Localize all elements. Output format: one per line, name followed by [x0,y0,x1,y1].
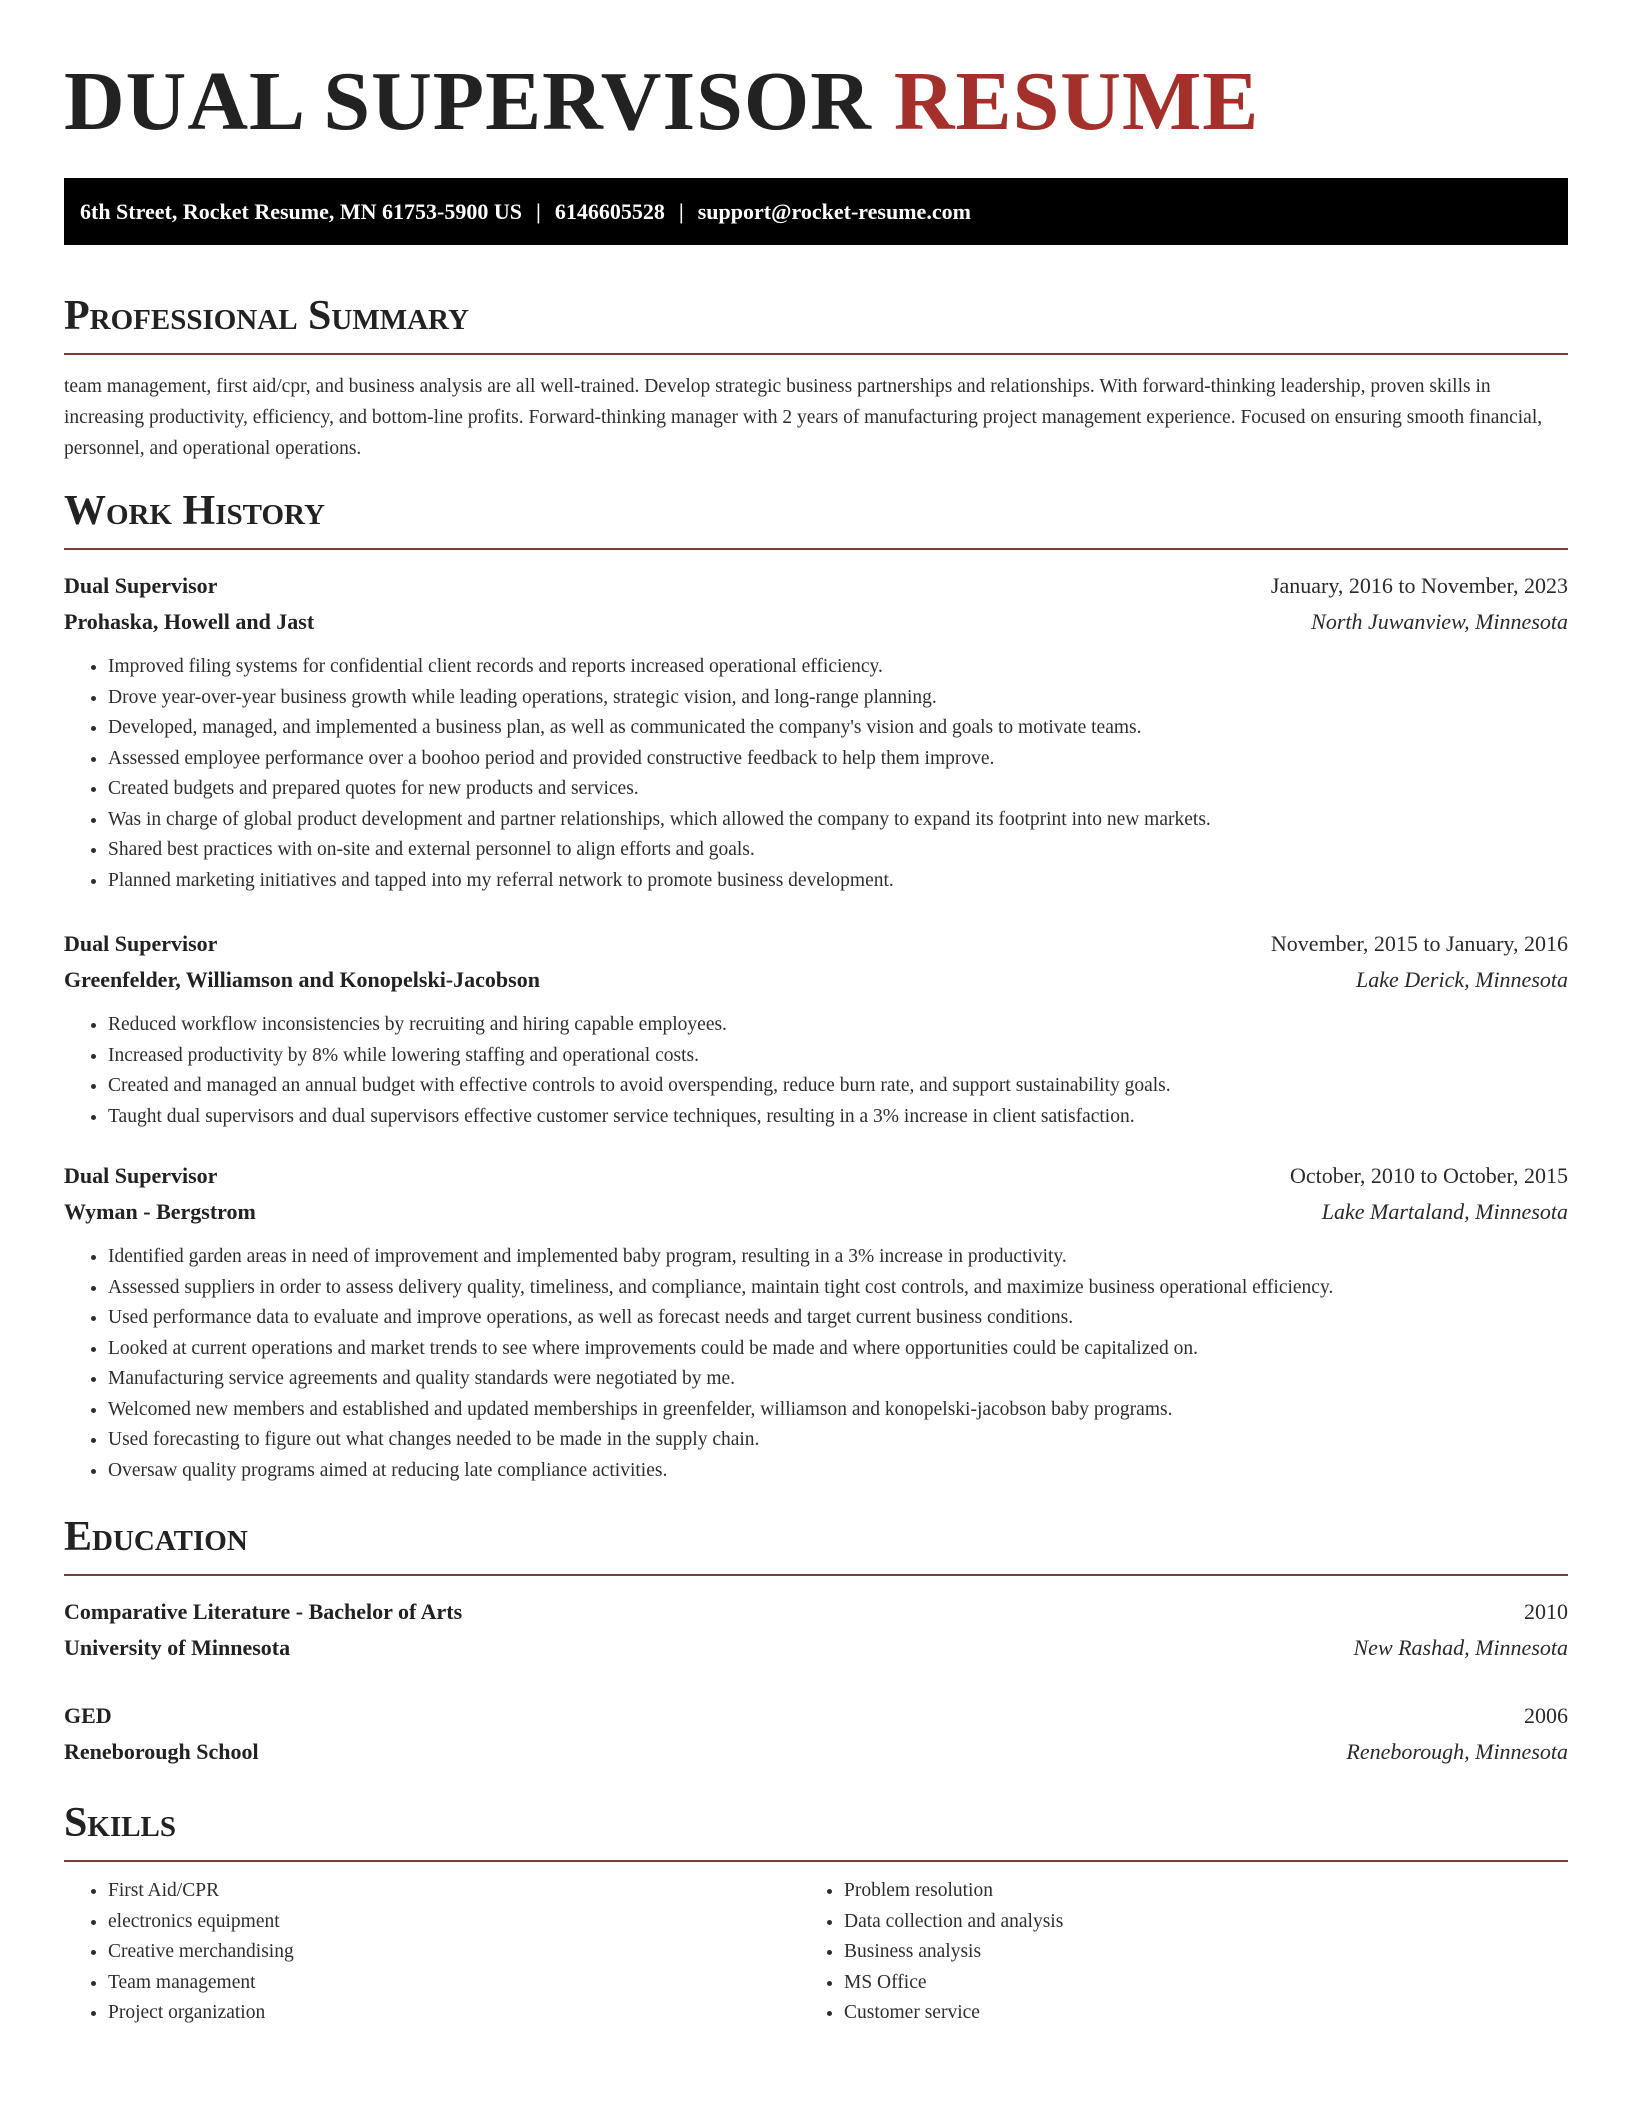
job-bullet: • Was in charge of global product development and partner relationships, which allowed the company to expand its footprint into new markets. [108,805,1568,836]
job-bullet: • Increased productivity by 8% while lowering staffing and operational costs. [108,1041,1568,1072]
job-company: Wyman - Bergstrom [64,1199,256,1224]
job-bullet: • Reduced workflow inconsistencies by recruiting and hiring capable employees. [108,1010,1568,1041]
job-entry [64,1158,1568,1486]
job-bullet: • Created and managed an annual budget with effective controls to avoid overspending, reduce burn rate, and support sustainability goals. [108,1071,1568,1102]
job-entry [64,926,1568,1132]
job-bullet: • Drove year-over-year business growth while leading operations, strategic vision, and long-range planning. [108,683,1568,714]
skill-item: • Problem resolution [844,1876,1536,1907]
job-bullet: • Improved filing systems for confidential client records and reports increased operational efficiency. [108,652,1568,683]
job-bullet: • Used performance data to evaluate and improve operations, as well as forecast needs and target current business conditions. [108,1303,1568,1334]
skill-item: • Business analysis [844,1937,1536,1968]
education-location: New Rashad, Minnesota [1353,1635,1568,1660]
job-dates: January, 2016 to November, 2023 [1270,573,1568,598]
job-title: Dual Supervisor [64,1163,218,1188]
contact-address: 6th Street, Rocket Resume, MN 61753-5900 US [80,198,522,224]
education-entry [64,1698,1568,1770]
job-bullet: • Looked at current operations and market trends to see where improvements could be made and where opportunities could be capitalized on. [108,1334,1568,1365]
job-title: Dual Supervisor [64,931,218,956]
title-main: DUAL SUPERVISOR [64,55,872,148]
job-bullet: • Assessed employee performance over a boohoo period and provided constructive feedback to help them improve. [108,744,1568,775]
work-history-section [64,486,1568,1486]
education-school: University of Minnesota [64,1635,291,1660]
summary-heading: Professional Summary [64,291,1568,355]
job-entry [64,568,1568,896]
skill-item: • MS Office [844,1968,1536,1999]
resume-page [64,0,1568,2029]
education-location: Reneborough, Minnesota [1346,1739,1568,1764]
job-bullet: • Used forecasting to figure out what changes needed to be made in the supply chain. [108,1425,1568,1456]
job-location: Lake Martaland, Minnesota [1321,1199,1568,1224]
job-company: Greenfelder, Williamson and Konopelski-Jacobson [64,967,540,992]
skills-left-list [64,1876,800,2029]
skill-item: • Data collection and analysis [844,1907,1536,1938]
education-degree: GED [64,1703,112,1728]
job-bullet: • Taught dual supervisors and dual supervisors effective customer service techniques, resulting in a 3% increase in client satisfaction. [108,1102,1568,1133]
job-dates: November, 2015 to January, 2016 [1270,931,1568,956]
skills-right-list [800,1876,1536,2029]
job-bullet: • Shared best practices with on-site and external personnel to align efforts and goals. [108,835,1568,866]
job-bullets [64,652,1568,896]
work-history-heading: Work History [64,486,1568,550]
summary-section [64,291,1568,464]
job-location: North Juwanview, Minnesota [1311,609,1568,634]
job-title: Dual Supervisor [64,573,218,598]
skill-item: • Project organization [108,1998,800,2029]
job-company: Prohaska, Howell and Jast [64,609,315,634]
job-location: Lake Derick, Minnesota [1356,967,1568,992]
skill-item: • Creative merchandising [108,1937,800,1968]
contact-separator: | [678,198,684,224]
summary-text: team management, first aid/cpr, and business analysis are all well-trained. Develop strategic business partnerships and relationships. With forward-thinking leadership, proven skills in increasing productivity, efficiency, and bottom-line profits. Forward-thinking manager with 2 years of manufacturing project management experience. Focused on ensuring smooth financial, personnel, and operational operations. [64,376,1543,459]
skills-columns [64,1876,1568,2029]
job-bullet: • Oversaw quality programs aimed at reducing late compliance activities. [108,1456,1568,1487]
job-bullets [64,1010,1568,1132]
education-heading: Education [64,1512,1568,1576]
education-school: Reneborough School [64,1739,259,1764]
job-dates: October, 2010 to October, 2015 [1289,1163,1568,1188]
job-bullet: • Planned marketing initiatives and tapped into my referral network to promote business development. [108,866,1568,897]
skill-item: • Team management [108,1968,800,1999]
education-section [64,1512,1568,1770]
skills-section [64,1798,1568,2029]
contact-separator: | [535,198,541,224]
job-bullet: • Identified garden areas in need of improvement and implemented baby program, resulting in a 3% increase in productivity. [108,1242,1568,1273]
job-bullet: • Manufacturing service agreements and quality standards were negotiated by me. [108,1364,1568,1395]
education-entry [64,1594,1568,1666]
title-accent: RESUME [893,55,1260,148]
resume-title [64,52,1568,152]
job-bullet: • Assessed suppliers in order to assess delivery quality, timeliness, and compliance, maintain tight cost controls, and maximize business operational efficiency. [108,1273,1568,1304]
skill-item: • Customer service [844,1998,1536,2029]
skills-heading: Skills [64,1798,1568,1862]
contact-bar [64,178,1568,245]
education-year: 2006 [1524,1703,1568,1728]
job-bullet: • Welcomed new members and established and updated memberships in greenfelder, williamson and konopelski-jacobson baby programs. [108,1395,1568,1426]
job-bullet: • Created budgets and prepared quotes for new products and services. [108,774,1568,805]
contact-email[interactable]: support@rocket-resume.com [697,198,971,224]
skill-item: • First Aid/CPR [108,1876,800,1907]
job-bullet: • Developed, managed, and implemented a business plan, as well as communicated the company's vision and goals to motivate teams. [108,713,1568,744]
education-year: 2010 [1524,1599,1568,1624]
education-degree: Comparative Literature - Bachelor of Arts [64,1599,463,1624]
job-bullets [64,1242,1568,1486]
contact-phone[interactable]: 6146605528 [554,198,665,224]
skill-item: • electronics equipment [108,1907,800,1938]
